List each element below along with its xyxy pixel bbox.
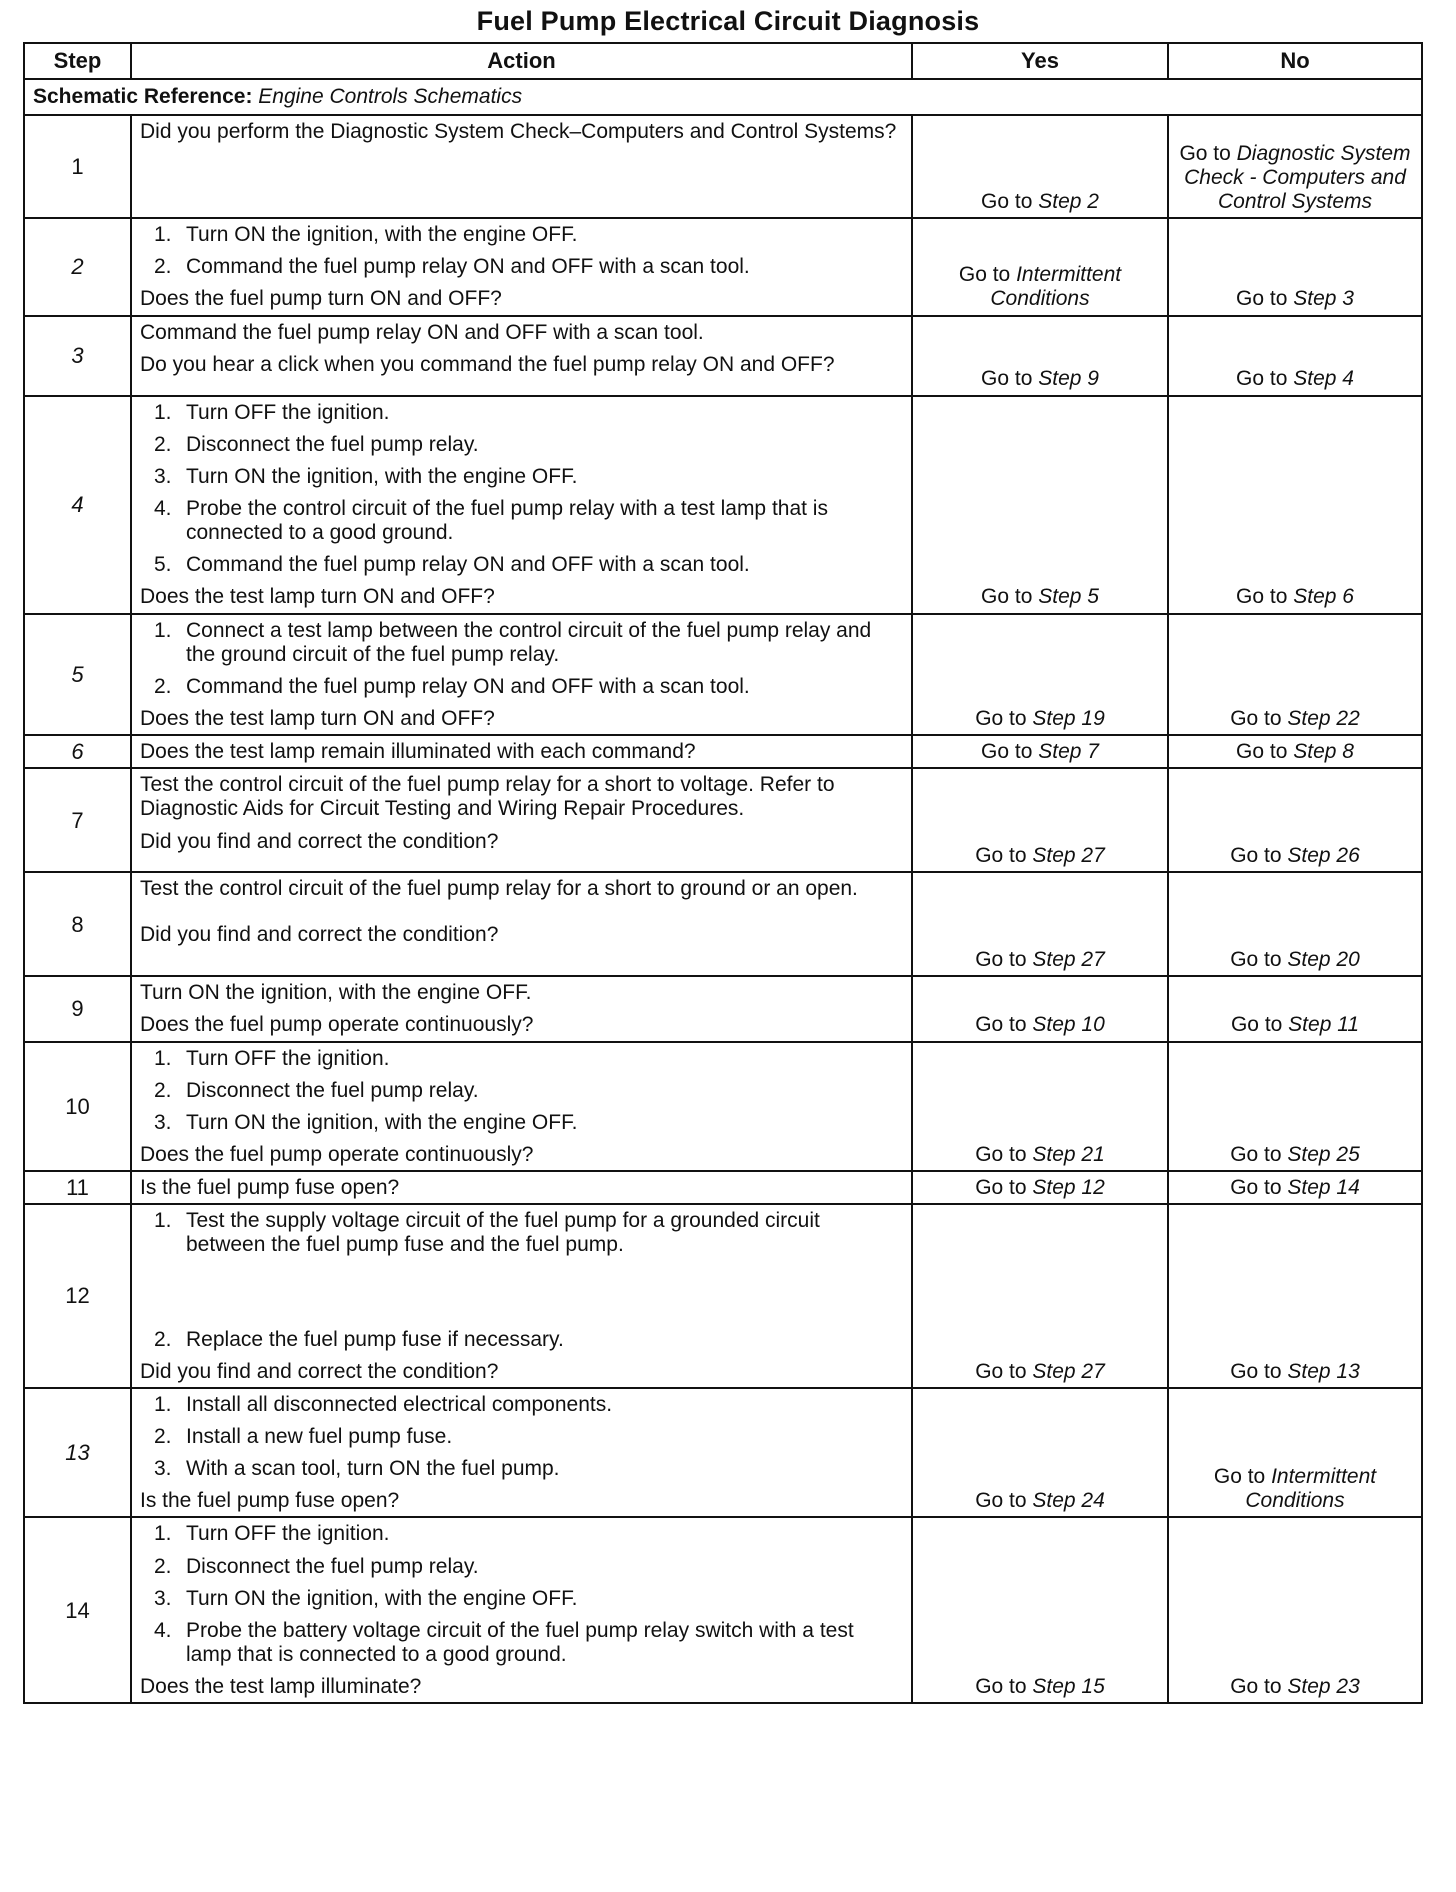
action-text: Does the test lamp remain illuminated with each command?: [140, 740, 696, 764]
goto-reference-link[interactable]: Step 2: [1038, 190, 1099, 213]
goto-reference-link[interactable]: Step 5: [1038, 585, 1099, 609]
substep-text: Turn OFF the ignition.: [186, 1522, 390, 1546]
step-row: [24, 735, 1422, 768]
step-action: [131, 396, 912, 614]
no-outcome: [1168, 735, 1422, 768]
goto-reference-link[interactable]: Step 27: [1032, 1359, 1105, 1383]
step-number: 6: [24, 735, 131, 768]
no-outcome: [1168, 872, 1422, 976]
substep-text: Test the supply voltage circuit of the fuel pump for a grounded circuit between the fuel pump fuse and the fuel pump.: [186, 1209, 820, 1257]
goto-reference-link[interactable]: Step 3: [1293, 287, 1354, 311]
goto-reference-link[interactable]: Step 4: [1293, 367, 1354, 391]
step-number: 2: [24, 218, 131, 315]
goto-reference-link[interactable]: Intermittent Conditions: [1245, 1465, 1377, 1513]
no-outcome: [1168, 768, 1422, 872]
step-row: [24, 976, 1422, 1041]
substep-text: Disconnect the fuel pump relay.: [186, 432, 479, 456]
action-text: Test the control circuit of the fuel pump relay for a short to ground or an open.: [140, 877, 858, 901]
action-text: Does the fuel pump operate continuously?: [140, 1142, 534, 1166]
substep-text: With a scan tool, turn ON the fuel pump.: [186, 1457, 560, 1481]
action-spacer: [140, 152, 903, 214]
substep-number: 3.: [154, 1110, 172, 1134]
action-text: Does the test lamp turn ON and OFF?: [140, 706, 495, 730]
step-row: [24, 1042, 1422, 1172]
action-text: Does the test lamp turn ON and OFF?: [140, 585, 495, 609]
action-substep: [140, 619, 903, 667]
yes-outcome: [912, 1171, 1168, 1204]
yes-outcome: [912, 614, 1168, 736]
action-substep: [140, 675, 903, 699]
schematic-reference: [24, 79, 1422, 115]
yes-outcome: [912, 872, 1168, 976]
action-text: Did you find and correct the condition?: [140, 829, 499, 853]
step-action: [131, 316, 912, 396]
substep-number: 2.: [154, 432, 172, 456]
no-outcome: [1168, 976, 1422, 1041]
step-action: [131, 1204, 912, 1388]
step-number: 1: [24, 115, 131, 218]
goto-prefix: Go to: [1236, 585, 1294, 609]
substep-number: 3.: [154, 1457, 172, 1481]
step-number: 13: [24, 1388, 131, 1518]
step-number: 10: [24, 1042, 131, 1172]
goto-reference-link[interactable]: Step 15: [1032, 1675, 1105, 1699]
action-substep: [140, 1457, 903, 1481]
yes-outcome: [912, 115, 1168, 218]
step-action: [131, 872, 912, 976]
goto-reference-link[interactable]: Step 10: [1032, 1013, 1105, 1037]
goto-prefix: Go to: [975, 1359, 1033, 1383]
substep-text: Turn OFF the ignition.: [186, 1046, 390, 1070]
goto-reference-link[interactable]: Step 14: [1287, 1176, 1360, 1200]
substep-number: 3.: [154, 464, 172, 488]
action-substep: [140, 553, 903, 577]
goto-reference-link[interactable]: Step 7: [1038, 740, 1099, 764]
action-substep: [140, 1522, 903, 1546]
step-row: [24, 1388, 1422, 1518]
schematic-reference-row: [24, 79, 1422, 115]
action-text: Do you hear a click when you command the fuel pump relay ON and OFF?: [140, 352, 835, 376]
step-row: [24, 218, 1422, 315]
goto-reference-link[interactable]: Step 23: [1287, 1675, 1360, 1699]
yes-outcome: [912, 1042, 1168, 1172]
action-spacer: [140, 1266, 903, 1328]
action-substep: [140, 1393, 903, 1417]
goto-prefix: Go to: [1179, 141, 1237, 165]
goto-prefix: Go to: [975, 1013, 1033, 1037]
step-action: [131, 115, 912, 218]
page-title: Fuel Pump Electrical Circuit Diagnosis: [476, 6, 980, 36]
action-substep: [140, 433, 903, 457]
step-action: [131, 614, 912, 736]
substep-number: 2.: [154, 1327, 172, 1351]
substep-text: Disconnect the fuel pump relay.: [186, 1078, 479, 1102]
substep-number: 2.: [154, 1554, 172, 1578]
substep-text: Connect a test lamp between the control circuit of the fuel pump relay and the ground circuit of the fuel pump relay.: [186, 618, 872, 666]
goto-prefix: Go to: [1230, 706, 1288, 730]
action-text: Is the fuel pump fuse open?: [140, 1489, 400, 1513]
yes-outcome: [912, 735, 1168, 768]
goto-prefix: Go to: [975, 844, 1033, 868]
goto-reference-link[interactable]: Step 22: [1287, 706, 1360, 730]
goto-prefix: Go to: [975, 1489, 1033, 1513]
yes-outcome: [912, 218, 1168, 315]
yes-outcome: [912, 976, 1168, 1041]
action-substep: [140, 1047, 903, 1071]
substep-number: 5.: [154, 553, 172, 577]
goto-prefix: Go to: [975, 706, 1033, 730]
substep-number: 2.: [154, 1078, 172, 1102]
action-substep: [140, 1619, 903, 1667]
header-yes: Yes: [912, 43, 1168, 79]
substep-text: Turn ON the ignition, with the engine OFF.: [186, 464, 578, 488]
step-action: [131, 768, 912, 872]
step-number: 5: [24, 614, 131, 736]
goto-prefix: Go to: [1236, 740, 1294, 764]
substep-text: Turn ON the ignition, with the engine OFF.: [186, 223, 578, 247]
goto-prefix: Go to: [1230, 948, 1288, 972]
substep-text: Probe the battery voltage circuit of the fuel pump relay switch with a test lamp that is connected to a good ground.: [186, 1618, 854, 1666]
goto-reference-link[interactable]: Step 12: [1032, 1176, 1105, 1200]
no-outcome: [1168, 1388, 1422, 1518]
substep-number: 4.: [154, 496, 172, 520]
action-substep: [140, 1111, 903, 1135]
goto-prefix: Go to: [1213, 1465, 1272, 1489]
goto-reference-link[interactable]: Step 9: [1038, 367, 1099, 391]
step-action: [131, 976, 912, 1041]
action-text: Did you perform the Diagnostic System Check–Computers and Control Systems?: [140, 120, 897, 143]
goto-reference-link[interactable]: Step 21: [1032, 1142, 1105, 1166]
goto-reference-link[interactable]: Step 24: [1032, 1489, 1105, 1513]
diagnosis-table: [23, 42, 1423, 1704]
goto-reference-link[interactable]: Step 13: [1287, 1359, 1360, 1383]
goto-prefix: Go to: [1236, 367, 1294, 391]
yes-outcome: [912, 768, 1168, 872]
step-row: [24, 1171, 1422, 1204]
step-action: [131, 1171, 912, 1204]
goto-reference-link[interactable]: Step 25: [1287, 1142, 1360, 1166]
yes-outcome: [912, 396, 1168, 614]
step-row: [24, 872, 1422, 976]
no-outcome: [1168, 1517, 1422, 1703]
no-outcome: [1168, 1042, 1422, 1172]
substep-text: Turn OFF the ignition.: [186, 400, 390, 424]
substep-number: 1.: [154, 618, 172, 642]
header-no: No: [1168, 43, 1422, 79]
step-row: [24, 1517, 1422, 1703]
step-number: 4: [24, 396, 131, 614]
goto-reference-link[interactable]: Step 27: [1032, 844, 1105, 868]
action-text: Does the fuel pump turn ON and OFF?: [140, 287, 502, 311]
schematic-reference-value: Engine Controls Schematics: [258, 84, 523, 108]
goto-prefix: Go to: [1230, 1013, 1289, 1037]
substep-number: 2.: [154, 674, 172, 698]
action-text: Command the fuel pump relay ON and OFF with a scan tool.: [140, 320, 704, 344]
substep-text: Install a new fuel pump fuse.: [186, 1424, 453, 1448]
goto-prefix: Go to: [1230, 1675, 1288, 1699]
action-substep: [140, 1079, 903, 1103]
substep-text: Disconnect the fuel pump relay.: [186, 1554, 479, 1578]
action-text: Does the test lamp illuminate?: [140, 1675, 422, 1699]
action-substep: [140, 401, 903, 425]
goto-prefix: Go to: [958, 263, 1017, 287]
goto-reference-link[interactable]: Diagnostic System Check - Computers and Control Systems: [1184, 141, 1411, 213]
no-outcome: [1168, 614, 1422, 736]
yes-outcome: [912, 316, 1168, 396]
substep-number: 2.: [154, 1424, 172, 1448]
yes-outcome: [912, 1517, 1168, 1703]
substep-text: Command the fuel pump relay ON and OFF with a scan tool.: [186, 553, 750, 577]
step-row: [24, 614, 1422, 736]
substep-text: Command the fuel pump relay ON and OFF with a scan tool.: [186, 674, 750, 698]
step-number: 8: [24, 872, 131, 976]
goto-prefix: Go to: [975, 948, 1033, 972]
step-action: [131, 1042, 912, 1172]
step-action: [131, 735, 912, 768]
action-text: Turn ON the ignition, with the engine OFF.: [140, 981, 532, 1005]
step-number: 9: [24, 976, 131, 1041]
goto-reference-link[interactable]: Intermittent Conditions: [990, 263, 1122, 311]
substep-number: 2.: [154, 255, 172, 279]
substep-text: Replace the fuel pump fuse if necessary.: [186, 1327, 564, 1351]
step-number: 7: [24, 768, 131, 872]
step-row: [24, 396, 1422, 614]
substep-number: 1.: [154, 400, 172, 424]
action-substep: [140, 497, 903, 545]
goto-prefix: Go to: [1230, 1142, 1288, 1166]
goto-prefix: Go to: [981, 367, 1039, 391]
no-outcome: [1168, 218, 1422, 315]
action-substep: [140, 1425, 903, 1449]
step-action: [131, 1388, 912, 1518]
action-text: Does the fuel pump operate continuously?: [140, 1013, 534, 1037]
substep-number: 1.: [154, 1522, 172, 1546]
goto-reference-link[interactable]: Step 19: [1032, 706, 1105, 730]
action-substep: [140, 255, 903, 279]
substep-number: 1.: [154, 1392, 172, 1416]
step-row: [24, 115, 1422, 218]
goto-reference-link[interactable]: Step 20: [1287, 948, 1360, 972]
substep-number: 3.: [154, 1586, 172, 1610]
substep-number: 4.: [154, 1618, 172, 1642]
no-outcome: [1168, 396, 1422, 614]
goto-reference-link[interactable]: Step 26: [1287, 844, 1360, 868]
step-row: [24, 316, 1422, 396]
goto-prefix: Go to: [1230, 1359, 1288, 1383]
substep-text: Turn ON the ignition, with the engine OFF.: [186, 1586, 578, 1610]
goto-prefix: Go to: [975, 1142, 1033, 1166]
goto-prefix: Go to: [1230, 1176, 1288, 1200]
action-text: Did you find and correct the condition?: [140, 923, 499, 947]
goto-prefix: Go to: [1236, 287, 1294, 311]
step-number: 3: [24, 316, 131, 396]
substep-number: 1.: [154, 223, 172, 247]
step-action: [131, 1517, 912, 1703]
goto-reference-link[interactable]: Step 27: [1032, 948, 1105, 972]
goto-reference-link[interactable]: Step 8: [1293, 740, 1354, 764]
step-number: 11: [24, 1171, 131, 1204]
goto-reference-link[interactable]: Step 6: [1293, 585, 1354, 609]
schematic-reference-label: Schematic Reference:: [33, 84, 253, 108]
goto-prefix: Go to: [981, 190, 1039, 213]
substep-text: Install all disconnected electrical components.: [186, 1392, 613, 1416]
action-substep: [140, 223, 903, 247]
substep-number: 1.: [154, 1046, 172, 1070]
substep-text: Probe the control circuit of the fuel pump relay with a test lamp that is connected to a good ground.: [186, 496, 828, 545]
step-number: 14: [24, 1517, 131, 1703]
no-outcome: [1168, 115, 1422, 218]
goto-prefix: Go to: [975, 1675, 1033, 1699]
substep-text: Turn ON the ignition, with the engine OFF.: [186, 1110, 578, 1134]
no-outcome: [1168, 316, 1422, 396]
yes-outcome: [912, 1388, 1168, 1518]
goto-prefix: Go to: [1230, 844, 1288, 868]
action-substep: [140, 1555, 903, 1579]
no-outcome: [1168, 1204, 1422, 1388]
action-text: Is the fuel pump fuse open?: [140, 1176, 400, 1200]
action-substep: [140, 1328, 903, 1352]
no-outcome: [1168, 1171, 1422, 1204]
action-substep: [140, 1587, 903, 1611]
step-row: [24, 768, 1422, 872]
substep-text: Command the fuel pump relay ON and OFF with a scan tool.: [186, 255, 750, 279]
step-number: 12: [24, 1204, 131, 1388]
goto-reference-link[interactable]: Step 11: [1288, 1013, 1360, 1037]
action-text: Did you find and correct the condition?: [140, 1359, 499, 1383]
header-row: [24, 43, 1422, 79]
action-substep: [140, 1209, 903, 1257]
substep-number: 1.: [154, 1209, 172, 1233]
header-action: Action: [131, 43, 912, 79]
action-substep: [140, 465, 903, 489]
step-action: [131, 218, 912, 315]
yes-outcome: [912, 1204, 1168, 1388]
step-row: [24, 1204, 1422, 1388]
header-step: Step: [24, 43, 131, 79]
goto-prefix: Go to: [981, 585, 1039, 609]
action-text: Test the control circuit of the fuel pump relay for a short to voltage. Refer to Diagnostic Aids for Circuit Testing and Wiring Repair Procedures.: [140, 773, 835, 821]
goto-prefix: Go to: [975, 1176, 1033, 1200]
goto-prefix: Go to: [981, 740, 1039, 764]
